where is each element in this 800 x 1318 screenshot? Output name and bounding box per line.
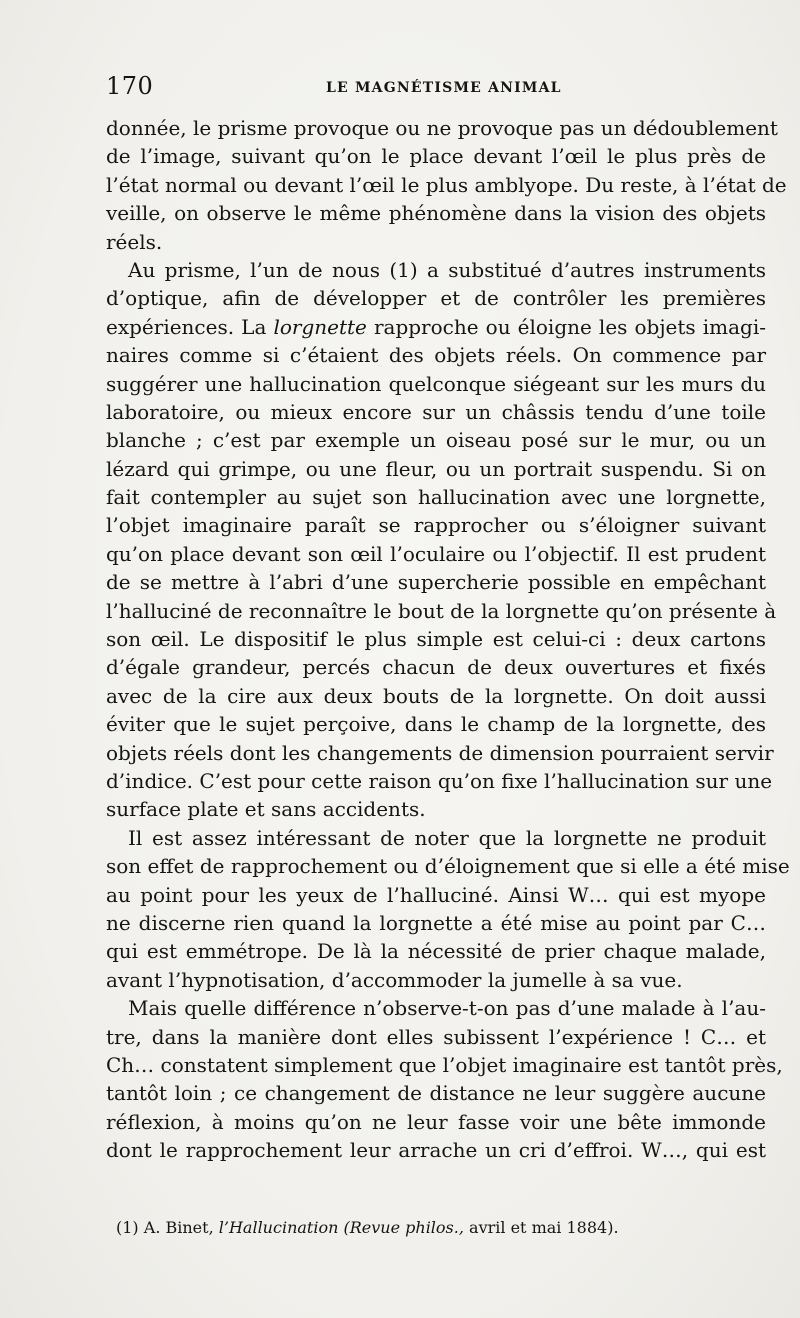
text-line: expériences. La lorgnette rapproche ou éloigne les objets imagi- [106, 314, 766, 339]
text-line: de se mettre à l’abri d’une supercherie possible en empêchant [106, 570, 766, 595]
text-line: éviter que le sujet perçoive, dans le champ de la lorgnette, des [106, 712, 766, 737]
text-line: donnée, le prisme provoque ou ne provoque pas un dédoublement [106, 116, 778, 140]
text-line: d’égale grandeur, percés chacun de deux ouvertures et fixés [106, 655, 766, 680]
text-line: au point pour les yeux de l’halluciné. Ainsi W… qui est myope [106, 882, 766, 907]
text-line: d’optique, afin de développer et de contrôler les premières [106, 286, 766, 311]
footnote-title: l’Hallucination [218, 1218, 339, 1237]
footnote-author: A. Binet, [143, 1218, 214, 1237]
text-line: dont le rapprochement leur arrache un cri d’effroi. W…, qui est [106, 1138, 766, 1163]
text-line: d’indice. C’est pour cette raison qu’on fixe l’hallucination sur une [106, 768, 773, 793]
page-header [106, 72, 766, 106]
text-line: réflexion, à moins qu’on ne leur fasse voir une bête immonde [106, 1109, 766, 1134]
paragraph [106, 824, 790, 994]
footnote-rest: avril et mai 1884). [469, 1218, 619, 1237]
text-line: suggérer une hallucination quelconque siégeant sur les murs du [106, 371, 766, 396]
italic-word: lorgnette [273, 314, 367, 339]
footnote [116, 1218, 619, 1237]
running-title: LE MAGNÉTISME ANIMAL [326, 80, 562, 96]
text-line: naires comme si c’étaient des objets réels. On commence par [106, 343, 766, 368]
text-line: l’halluciné de reconnaître le bout de la lorgnette qu’on présente à [106, 598, 777, 623]
text-line: réels. [106, 229, 163, 254]
text-line: son œil. Le dispositif le plus simple est celui-ci : deux cartons [106, 627, 766, 652]
text-line: son effet de rapprochement ou d’éloignement que si elle a été mise [106, 854, 790, 879]
paragraph [106, 256, 777, 824]
text-line: avant l’hypnotisation, d’accommoder la jumelle à sa vue. [106, 967, 683, 992]
text-line: surface plate et sans accidents. [106, 797, 426, 822]
footnote-marker: (1) [116, 1218, 139, 1237]
text-line: l’état normal ou devant l’œil le plus amblyope. Du reste, à l’état de [106, 172, 787, 197]
footnote-journal: (Revue philos., [343, 1218, 464, 1237]
body-text [106, 114, 790, 1164]
paragraph [106, 114, 787, 256]
text-line: fait contempler au sujet son hallucination avec une lorgnette, [106, 485, 766, 510]
text-line: lézard qui grimpe, ou une fleur, ou un portrait suspendu. Si on [106, 456, 766, 481]
text-line: l’objet imaginaire paraît se rapprocher ou s’éloigner suivant [106, 513, 766, 538]
text-line: de l’image, suivant qu’on le place devant l’œil le plus près de [106, 144, 766, 169]
text-line: blanche ; c’est par exemple un oiseau posé sur le mur, ou un [106, 428, 766, 453]
text-line: qui est emmétrope. De là la nécessité de prier chaque malade, [106, 939, 766, 964]
text-line: Mais quelle différence n’observe-t-on pas d’une malade à l’au- [128, 996, 766, 1021]
text-line: tre, dans la manière dont elles subissent l’expérience ! C… et [106, 1024, 766, 1049]
text-line: Au prisme, l’un de nous (1) a substitué d’autres instruments [128, 257, 766, 282]
text-line: Ch… constatent simplement que l’objet imaginaire est tantôt près, [106, 1052, 783, 1077]
text-line: avec de la cire aux deux bouts de la lorgnette. On doit aussi [106, 683, 766, 708]
text-line: objets réels dont les changements de dimension pourraient servir [106, 740, 774, 765]
text-line: laboratoire, ou mieux encore sur un châssis tendu d’une toile [106, 399, 766, 424]
page-number: 170 [106, 72, 154, 100]
text-line: tantôt loin ; ce changement de distance ne leur suggère aucune [106, 1081, 766, 1106]
text-line: veille, on observe le même phénomène dans la vision des objets [106, 201, 766, 226]
paragraph [106, 994, 783, 1164]
text-line: qu’on place devant son œil l’oculaire ou l’objectif. Il est prudent [106, 541, 766, 566]
text-line: ne discerne rien quand la lorgnette a été mise au point par C… [106, 910, 766, 935]
text-line: Il est assez intéressant de noter que la lorgnette ne produit [128, 825, 766, 850]
